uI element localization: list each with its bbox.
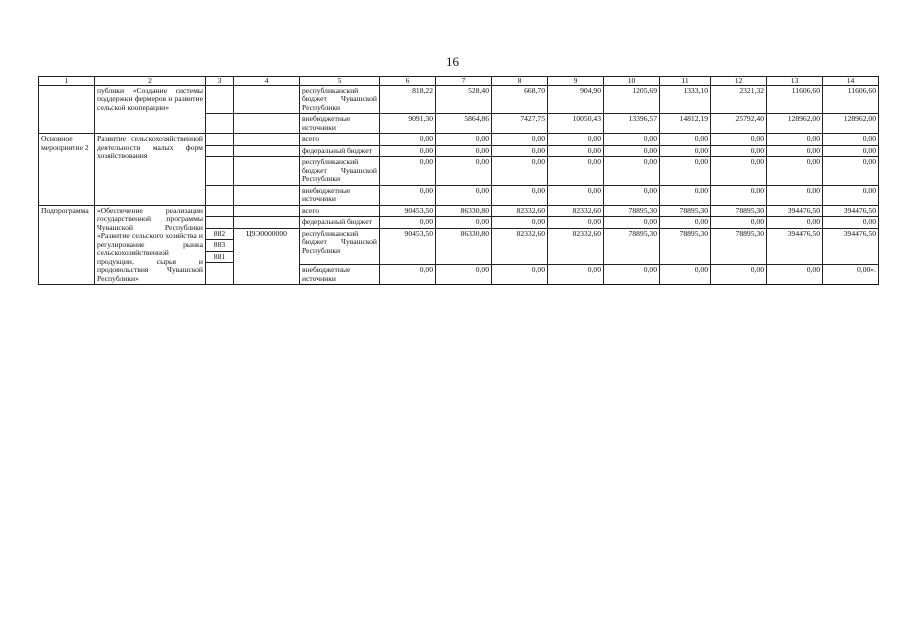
funding-source-cell: всего <box>300 205 380 217</box>
value-cell: 0,00 <box>380 217 436 229</box>
funding-source-cell: республиканский бюджет Чувашской Республики <box>300 85 380 114</box>
funding-source-cell: республиканский бюджет Чувашской Республики <box>300 157 380 186</box>
column-header: 7 <box>436 77 492 86</box>
value-cell: 0,00 <box>660 265 711 285</box>
value-cell: 0,00 <box>711 185 767 205</box>
value-cell: 0,00 <box>548 217 604 229</box>
value-cell: 0,00 <box>548 145 604 157</box>
value-cell: 0,00 <box>660 134 711 146</box>
value-cell: 0,00 <box>548 185 604 205</box>
code-cell <box>234 85 300 114</box>
value-cell: 0,00 <box>492 185 548 205</box>
value-cell: 1333,10 <box>660 85 711 114</box>
value-cell: 0,00 <box>823 157 879 186</box>
value-cell: 82332,60 <box>492 205 548 217</box>
value-cell: 128962,00 <box>823 114 879 134</box>
value-cell: 0,00 <box>711 145 767 157</box>
value-cell: 78895,30 <box>604 205 660 217</box>
status-cell: Подпрограмма <box>39 205 95 285</box>
value-cell: 0,00 <box>380 145 436 157</box>
value-cell: 82332,60 <box>492 228 548 265</box>
value-cell: 14812,19 <box>660 114 711 134</box>
value-cell: 7427,75 <box>492 114 548 134</box>
value-cell: 90453,50 <box>380 228 436 265</box>
value-cell: 0,00 <box>711 157 767 186</box>
value-cell: 0,00 <box>436 217 492 229</box>
budget-table <box>38 76 879 285</box>
funding-source-cell: всего <box>300 134 380 146</box>
value-cell: 0,00 <box>548 265 604 285</box>
code-cell <box>234 145 300 157</box>
grbs-code: 883 <box>206 240 233 252</box>
value-cell: 0,00 <box>548 157 604 186</box>
value-cell: 13396,57 <box>604 114 660 134</box>
grbs-cell <box>206 228 234 285</box>
status-cell: Основное мероприятие 2 <box>39 134 95 206</box>
value-cell: 90453,50 <box>380 205 436 217</box>
code-cell <box>234 185 300 205</box>
grbs-cell <box>206 185 234 205</box>
value-cell: 0,00 <box>823 217 879 229</box>
value-cell: 0,00 <box>711 134 767 146</box>
value-cell: 25792,40 <box>711 114 767 134</box>
code-cell <box>234 114 300 134</box>
column-header: 4 <box>234 77 300 86</box>
funding-source-cell: внебюджетные источники <box>300 114 380 134</box>
value-cell: 86330,80 <box>436 228 492 265</box>
column-header: 5 <box>300 77 380 86</box>
column-header: 6 <box>380 77 436 86</box>
column-header: 14 <box>823 77 879 86</box>
value-cell: 0,00 <box>660 185 711 205</box>
value-cell: 0,00 <box>436 265 492 285</box>
column-header: 1 <box>39 77 95 86</box>
value-cell: 0,00 <box>492 265 548 285</box>
name-cell: Развитие сельскохозяйственной деятельности малых форм хозяйствования <box>95 134 206 206</box>
value-cell: 0,00 <box>767 185 823 205</box>
page-number: 16 <box>446 54 459 69</box>
value-cell: 0,00 <box>436 185 492 205</box>
value-cell: 0,00 <box>711 217 767 229</box>
value-cell: 9091,30 <box>380 114 436 134</box>
value-cell: 78895,30 <box>660 228 711 265</box>
grbs-cell <box>206 157 234 186</box>
value-cell: 82332,60 <box>548 205 604 217</box>
value-cell: 82332,60 <box>548 228 604 265</box>
status-cell <box>39 85 95 134</box>
code-cell <box>234 217 300 229</box>
value-cell: 0,00 <box>548 134 604 146</box>
value-cell: 0,00 <box>604 185 660 205</box>
code-cell: Ц9Э0000000 <box>234 228 300 285</box>
value-cell: 394476,50 <box>767 205 823 217</box>
grbs-cell <box>206 85 234 114</box>
code-cell <box>234 205 300 217</box>
value-cell: 0,00 <box>604 265 660 285</box>
column-header: 3 <box>206 77 234 86</box>
value-cell: 10050,43 <box>548 114 604 134</box>
value-cell: 0,00 <box>767 157 823 186</box>
value-cell: 0,00 <box>492 134 548 146</box>
value-cell: 78895,30 <box>711 228 767 265</box>
value-cell: 86330,80 <box>436 205 492 217</box>
value-cell: 0,00 <box>711 265 767 285</box>
value-cell: 394476,50 <box>823 228 879 265</box>
value-cell: 0,00 <box>604 134 660 146</box>
value-cell: 0,00 <box>436 145 492 157</box>
funding-source-cell: республиканский бюджет Чувашской Республики <box>300 228 380 265</box>
name-cell: публики «Создание системы поддержки фермеров и развитие сельской кооперации» <box>95 85 206 134</box>
value-cell: 0,00 <box>604 145 660 157</box>
value-cell: 11606,60 <box>767 85 823 114</box>
table-row <box>39 134 879 146</box>
value-cell: 394476,50 <box>823 205 879 217</box>
value-cell: 0,00 <box>380 134 436 146</box>
block-continuation <box>39 85 879 134</box>
grbs-cell <box>206 145 234 157</box>
value-cell: 0,00 <box>492 145 548 157</box>
value-cell: 5864,86 <box>436 114 492 134</box>
value-cell: 0,00 <box>660 157 711 186</box>
value-cell: 0,00». <box>823 265 879 285</box>
value-cell: 0,00 <box>767 134 823 146</box>
value-cell: 0,00 <box>492 217 548 229</box>
value-cell: 0,00 <box>380 157 436 186</box>
grbs-list <box>206 229 233 264</box>
value-cell: 78895,30 <box>660 205 711 217</box>
funding-source-cell: внебюджетные источники <box>300 185 380 205</box>
block-subprogram <box>39 205 879 285</box>
value-cell: 128962,00 <box>767 114 823 134</box>
column-header: 11 <box>660 77 711 86</box>
value-cell: 1205,69 <box>604 85 660 114</box>
value-cell: 0,00 <box>823 185 879 205</box>
value-cell: 0,00 <box>823 145 879 157</box>
code-cell <box>234 134 300 146</box>
value-cell: 78895,30 <box>711 205 767 217</box>
value-cell: 0,00 <box>492 157 548 186</box>
value-cell: 0,00 <box>767 145 823 157</box>
grbs-code: 881 <box>206 252 233 264</box>
table-row <box>39 85 879 114</box>
grbs-cell <box>206 114 234 134</box>
table-row <box>39 205 879 217</box>
value-cell: 0,00 <box>604 217 660 229</box>
column-numbers-row <box>39 77 879 86</box>
column-header: 2 <box>95 77 206 86</box>
value-cell: 0,00 <box>767 217 823 229</box>
value-cell: 668,70 <box>492 85 548 114</box>
value-cell: 0,00 <box>436 157 492 186</box>
value-cell: 0,00 <box>767 265 823 285</box>
name-cell: «Обеспечение реализации государственной программы Чувашской Республики «Развитие сельского хозяйства и регулирование рынка сельскохозяйственной продукции, сырья и продовольствия Чувашской Республики» <box>95 205 206 285</box>
value-cell: 394476,50 <box>767 228 823 265</box>
funding-source-cell: федеральный бюджет <box>300 217 380 229</box>
block-main-activity-2 <box>39 134 879 206</box>
column-header: 13 <box>767 77 823 86</box>
value-cell: 0,00 <box>604 157 660 186</box>
column-header: 8 <box>492 77 548 86</box>
grbs-cell <box>206 217 234 229</box>
value-cell: 0,00 <box>380 265 436 285</box>
value-cell: 818,22 <box>380 85 436 114</box>
column-header: 9 <box>548 77 604 86</box>
column-header: 12 <box>711 77 767 86</box>
value-cell: 528,40 <box>436 85 492 114</box>
code-cell <box>234 157 300 186</box>
grbs-cell <box>206 205 234 217</box>
grbs-cell <box>206 134 234 146</box>
column-header: 10 <box>604 77 660 86</box>
value-cell: 904,90 <box>548 85 604 114</box>
value-cell: 11606,60 <box>823 85 879 114</box>
value-cell: 2321,32 <box>711 85 767 114</box>
value-cell: 0,00 <box>380 185 436 205</box>
value-cell: 0,00 <box>660 217 711 229</box>
value-cell: 0,00 <box>823 134 879 146</box>
value-cell: 0,00 <box>660 145 711 157</box>
value-cell: 0,00 <box>436 134 492 146</box>
funding-source-cell: внебюджетные источники <box>300 265 380 285</box>
grbs-code: 882 <box>206 229 233 241</box>
value-cell: 78895,30 <box>604 228 660 265</box>
funding-source-cell: федеральный бюджет <box>300 145 380 157</box>
